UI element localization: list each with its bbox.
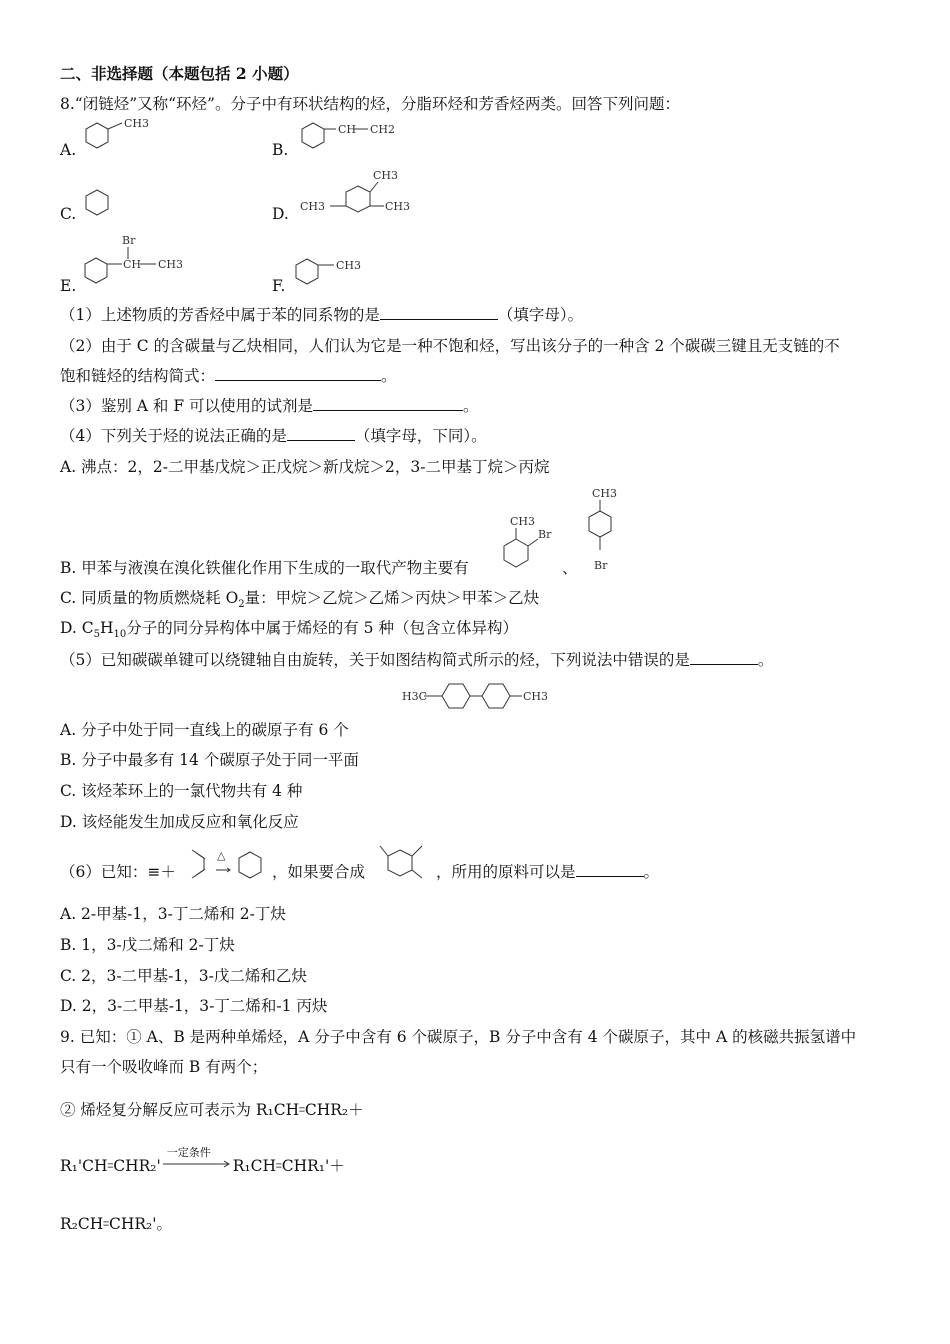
q8-part6-mid: ，如果要合成 <box>272 863 366 881</box>
q9-line2: 只有一个吸收峰而 B 有两个； <box>60 1058 268 1076</box>
q8-p4-option-b: B. 甲苯与液溴在溴化铁催化作用下生成的一取代产物主要有 <box>60 559 469 577</box>
group-ch3: CH3 <box>592 487 618 500</box>
q8-part1: （1）上述物质的芳香烃中属于苯的同系物的是 （填字母）。 <box>60 306 584 324</box>
group-ch2: CH2 <box>370 123 396 136</box>
q8-p6-option-c: C. 2，3-二甲基-1，3-戊二烯和乙炔 <box>60 967 307 985</box>
answer-blank[interactable] <box>215 366 381 381</box>
option-e-label: E. <box>60 277 77 295</box>
group-ch3: CH3 <box>158 258 184 271</box>
heat-condition: △ <box>217 849 226 862</box>
q8-part2-line1: （2）由于 C 的含碳量与乙炔相同，人们认为它是一种不饱和烃，写出该分子的一种含 2 个碳碳三键且无支链的不 <box>60 337 840 355</box>
group-ch3: CH3 <box>523 690 549 703</box>
answer-blank[interactable] <box>287 426 355 441</box>
option-b-label: B. <box>272 141 289 159</box>
styrene-structure <box>296 118 416 158</box>
option-c-label: C. <box>60 205 77 223</box>
answer-blank[interactable] <box>313 396 463 411</box>
q8-p6-option-b: B. 1，3-戊二烯和 2-丁炔 <box>60 936 235 954</box>
q8-p5-option-d: D. 该烃能发生加成反应和氧化反应 <box>60 813 299 831</box>
q9-line4: R₁'CH꞊CHR₂' 一定条件 R₁CH꞊CHR₁'＋ <box>60 1146 345 1175</box>
reaction-arrow: 一定条件 <box>161 1156 233 1176</box>
4-bromotoluene-structure <box>582 484 632 579</box>
q8-part3: （3）鉴别 A 和 F 可以使用的试剂是 。 <box>60 397 479 415</box>
group-ch3: CH3 <box>336 259 362 272</box>
group-ch: CH <box>338 123 357 136</box>
q8-stem: 8.“闭链烃”又称“环烃”。分子中有环状结构的烃，分脂环烃和芳香烃两类。回答下列问题： <box>60 95 680 113</box>
q9-line1: 9. 已知：① A、B 是两种单烯烃，A 分子中含有 6 个碳原子，B 分子中含有 4 个碳原子，其中 A 的核磁共振氢谱中 <box>60 1028 857 1046</box>
trimethylbenzene-structure <box>300 166 420 226</box>
target-product-structure <box>380 840 440 884</box>
separator: 、 <box>562 559 578 577</box>
dimethylbiphenyl-structure <box>402 678 562 714</box>
group-br: Br <box>594 559 608 572</box>
group-ch3: CH3 <box>124 117 150 130</box>
q8-part6-end: ，所用的原料可以是 。 <box>436 863 660 881</box>
toluene-structure <box>80 118 160 158</box>
q8-p5-option-c: C. 该烃苯环上的一氯代物共有 4 种 <box>60 782 303 800</box>
q8-part6-lead: （6）已知：≡＋ <box>60 863 176 881</box>
group-ch3: CH3 <box>510 515 536 528</box>
q8-p4-option-c: C. 同质量的物质燃烧耗 $O_2$量：甲烷＞乙烷＞乙烯＞丙炔＞甲苯＞乙炔 <box>60 589 540 611</box>
q8-p5-option-b: B. 分子中最多有 14 个碳原子处于同一平面 <box>60 751 359 769</box>
q8-part5: （5）已知碳碳单键可以绕键轴自由旋转，关于如图结构简式所示的烃，下列说法中错误的是 。 <box>60 651 774 669</box>
bromoethylbenzene-structure <box>80 232 200 292</box>
q9-line5: R₂CH꞊CHR₂'。 <box>60 1215 172 1233</box>
option-f-label: F. <box>272 277 286 295</box>
group-ch3: CH3 <box>300 200 326 213</box>
group-br: Br <box>122 234 136 247</box>
q8-part4: （4）下列关于烃的说法正确的是 （填字母，下同）。 <box>60 427 487 445</box>
group-ch3: CH3 <box>373 169 399 182</box>
q8-p6-option-a: A. 2-甲基-1，3-丁二烯和 2-丁炔 <box>60 905 286 923</box>
group-ch3: CH3 <box>385 200 411 213</box>
diels-alder-scheme <box>188 846 268 882</box>
q9-line3: ② 烯烃复分解反应可表示为 R₁CH꞊CHR₂＋ <box>60 1101 364 1119</box>
benzene-structure <box>80 186 120 226</box>
q8-p4-option-a: A. 沸点：2，2-二甲基戊烷＞正戊烷＞新戊烷＞2，3-二甲基丁烷＞丙烷 <box>60 458 550 476</box>
q8-p6-option-d: D. 2，3-二甲基-1，3-丁二烯和-1 丙炔 <box>60 997 328 1015</box>
q8-p5-option-a: A. 分子中处于同一直线上的碳原子有 6 个 <box>60 721 349 739</box>
answer-blank[interactable] <box>576 862 644 877</box>
group-br: Br <box>538 528 552 541</box>
methylcyclohexadiene-structure <box>290 254 380 294</box>
q8-part2-line2: 饱和链烃的结构简式： 。 <box>60 367 397 385</box>
option-d-label: D. <box>272 205 289 223</box>
answer-blank[interactable] <box>690 650 758 665</box>
option-a-label: A. <box>60 141 77 159</box>
group-h3c: H3C <box>402 690 428 703</box>
q8-p4-option-d: D. $C_5H_{10}$分子的同分异构体中属于烯烃的有 5 种（包含立体异构） <box>60 619 518 641</box>
2-bromotoluene-structure <box>500 512 560 577</box>
answer-blank[interactable] <box>380 305 498 320</box>
group-ch: CH <box>123 258 142 271</box>
section-title: 二、非选择题（本题包括 2 小题） <box>60 64 299 83</box>
